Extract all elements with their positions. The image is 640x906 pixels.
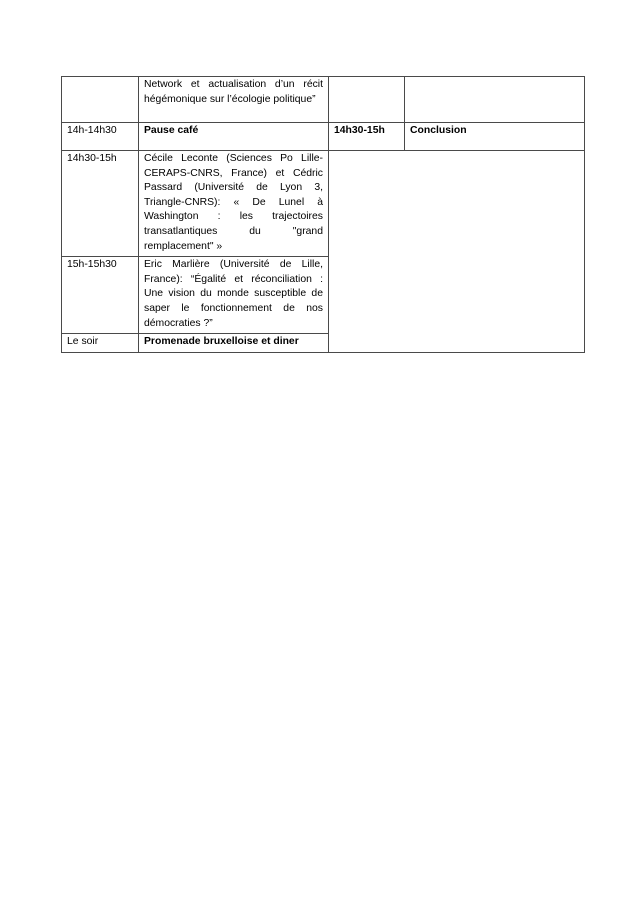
empty-merged-cell	[329, 151, 585, 353]
event-cell: Network et actualisation d’un récit hégémonique sur l’écologie politique”	[139, 77, 329, 123]
time-cell: Le soir	[62, 334, 139, 353]
event-cell: Cécile Leconte (Sciences Po Lille-CERAPS-CNRS, France) et Cédric Passard (Université de Lyon 3, Triangle-CNRS): « De Lunel à Washington : les trajectoires transatlantiques du "grand remplacement" »	[139, 151, 329, 257]
time-cell	[62, 77, 139, 123]
right-event-cell: Conclusion	[405, 123, 585, 151]
right-event-cell	[405, 77, 585, 123]
schedule-table	[61, 76, 585, 353]
event-cell: Promenade bruxelloise et diner	[139, 334, 329, 353]
time-cell: 14h-14h30	[62, 123, 139, 151]
time-cell: 15h-15h30	[62, 257, 139, 334]
event-cell: Pause café	[139, 123, 329, 151]
table-row	[62, 77, 585, 123]
table-row	[62, 151, 585, 257]
right-time-cell: 14h30-15h	[329, 123, 405, 151]
time-cell: 14h30-15h	[62, 151, 139, 257]
event-cell: Eric Marlière (Université de Lille, France): “Égalité et réconciliation : Une vision du monde susceptible de saper le fonctionnement de nos démocraties ?”	[139, 257, 329, 334]
right-time-cell	[329, 77, 405, 123]
table-row	[62, 123, 585, 151]
